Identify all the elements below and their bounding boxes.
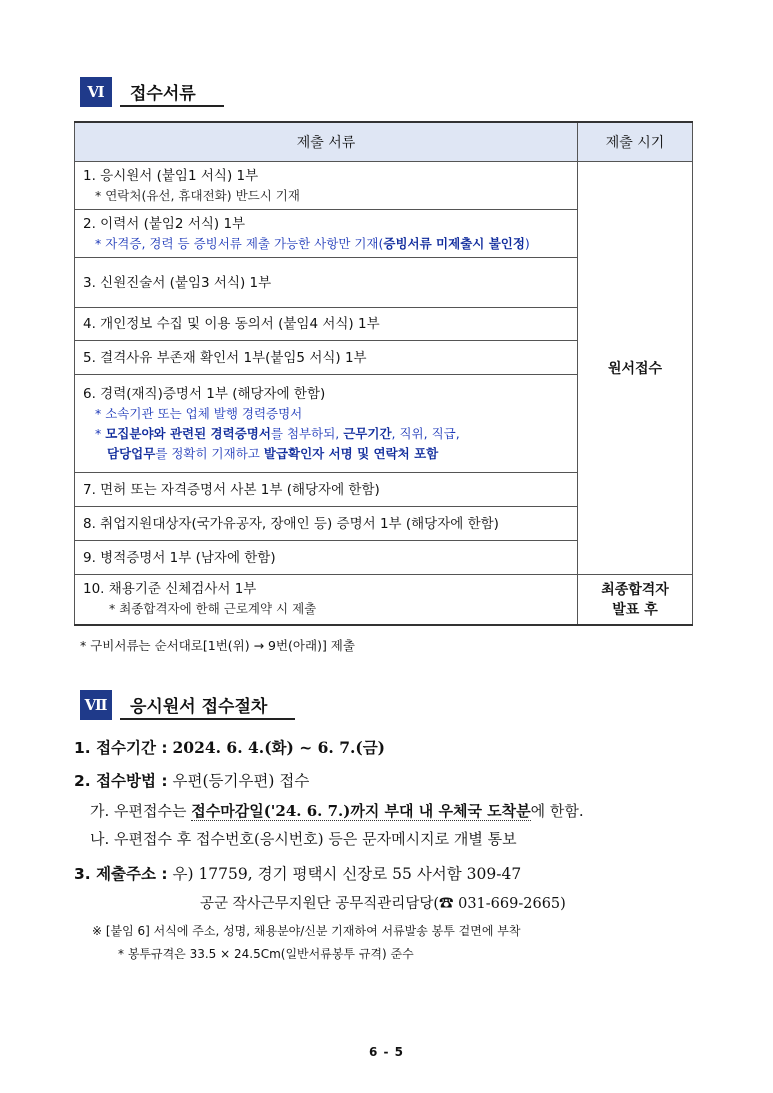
section-6-header [80,77,224,107]
row-main: 2. 이력서 (붙임2 서식) 1부 [83,215,246,232]
documents-table [74,121,693,626]
envelope-note: ※ [붙임 6] 서식에 주소, 성명, 채용분야/신분 기재하여 서류발송 봉투 겉면에 부착 [92,924,521,938]
table-row [75,575,578,625]
header-docs: 제출 서류 [75,122,578,162]
row-main: 10. 채용기준 신체검사서 1부 [83,581,257,598]
table-row [75,473,578,507]
row-note: * 자격증, 경력 등 증빙서류 제출 가능한 사항만 기재(증빙서류 미제출시 불인정) [95,235,530,251]
method-value: 우편(등기우편) 접수 [172,772,310,790]
section-7-header [80,690,295,720]
footnote: * 구비서류는 순서대로[1번(위) → 9번(아래)] 제출 [80,638,355,653]
method-a: 가. 우편접수는 접수마감일('24. 6. 7.)까지 부대 내 우체국 도착분에 한함. [90,802,584,820]
table-row [75,375,578,473]
row-main: 4. 개인정보 수집 및 이용 동의서 (붙임4 서식) 1부 [83,316,380,332]
table-row [75,308,578,341]
row-main: 8. 취업지원대상자(국가유공자, 장애인 등) 증명서 1부 (해당자에 한함) [83,515,499,532]
timing-application: 원서접수 [578,162,693,575]
period-value: 2024. 6. 4.(화) ~ 6. 7.(금) [172,738,386,757]
row-note: * 소속기관 또는 업체 발행 경력증명서 [95,405,303,421]
method-line [74,769,309,791]
method-label: 2. 접수방법 : [74,772,168,790]
period-line [74,736,385,758]
row-main: 5. 결격사유 부존재 확인서 1부(붙임5 서식) 1부 [83,349,367,366]
method-b: 나. 우편접수 후 접수번호(응시번호) 등은 문자메시지로 개별 통보 [90,830,517,848]
section-6-title: 접수서류 [120,77,224,107]
page-number: 6 - 5 [368,1045,405,1059]
envelope-size-note: * 봉투규격은 33.5 × 24.5Cm(일반서류봉투 규격) 준수 [118,947,414,961]
row-main: 6. 경력(재직)증명서 1부 (해당자에 한함) [83,385,326,402]
table-row [75,210,578,258]
address-label: 3. 제출주소 : [74,865,168,883]
period-label: 1. 접수기간 : [74,739,168,757]
table-row [75,507,578,541]
section-7-number: Ⅶ [80,690,112,720]
section-6-number: Ⅵ [80,77,112,107]
table-row [75,162,578,210]
timing-final: 최종합격자 발표 후 [578,575,693,625]
row-note: * 연락처(유선, 휴대전화) 반드시 기재 [95,187,300,203]
row-note: 담당업무를 정확히 기재하고 발급확인자 서명 및 연락처 포함 [107,445,439,461]
row-note: * 최종합격자에 한해 근로계약 시 제출 [109,601,317,617]
section-7-title: 응시원서 접수절차 [120,690,295,720]
address-value: 우) 17759, 경기 평택시 신장로 55 사서함 309-47 [172,865,522,883]
row-note: * 모집분야와 관련된 경력증명서를 첨부하되, 근무기간, 직위, 직급, [95,425,460,441]
table-row [75,541,578,575]
table-row [75,258,578,308]
row-main: 7. 면허 또는 자격증명서 사본 1부 (해당자에 한함) [83,481,380,498]
address-line2: 공군 작사근무지원단 공무직관리담당(☎ 031-669-2665) [200,896,566,912]
address-line [74,862,521,884]
table-row [75,341,578,375]
row-main: 3. 신원진술서 (붙임3 서식) 1부 [83,274,272,291]
row-main: 1. 응시원서 (붙임1 서식) 1부 [83,167,259,184]
row-main: 9. 병적증명서 1부 (남자에 한함) [83,549,276,566]
header-timing: 제출 시기 [578,122,693,162]
